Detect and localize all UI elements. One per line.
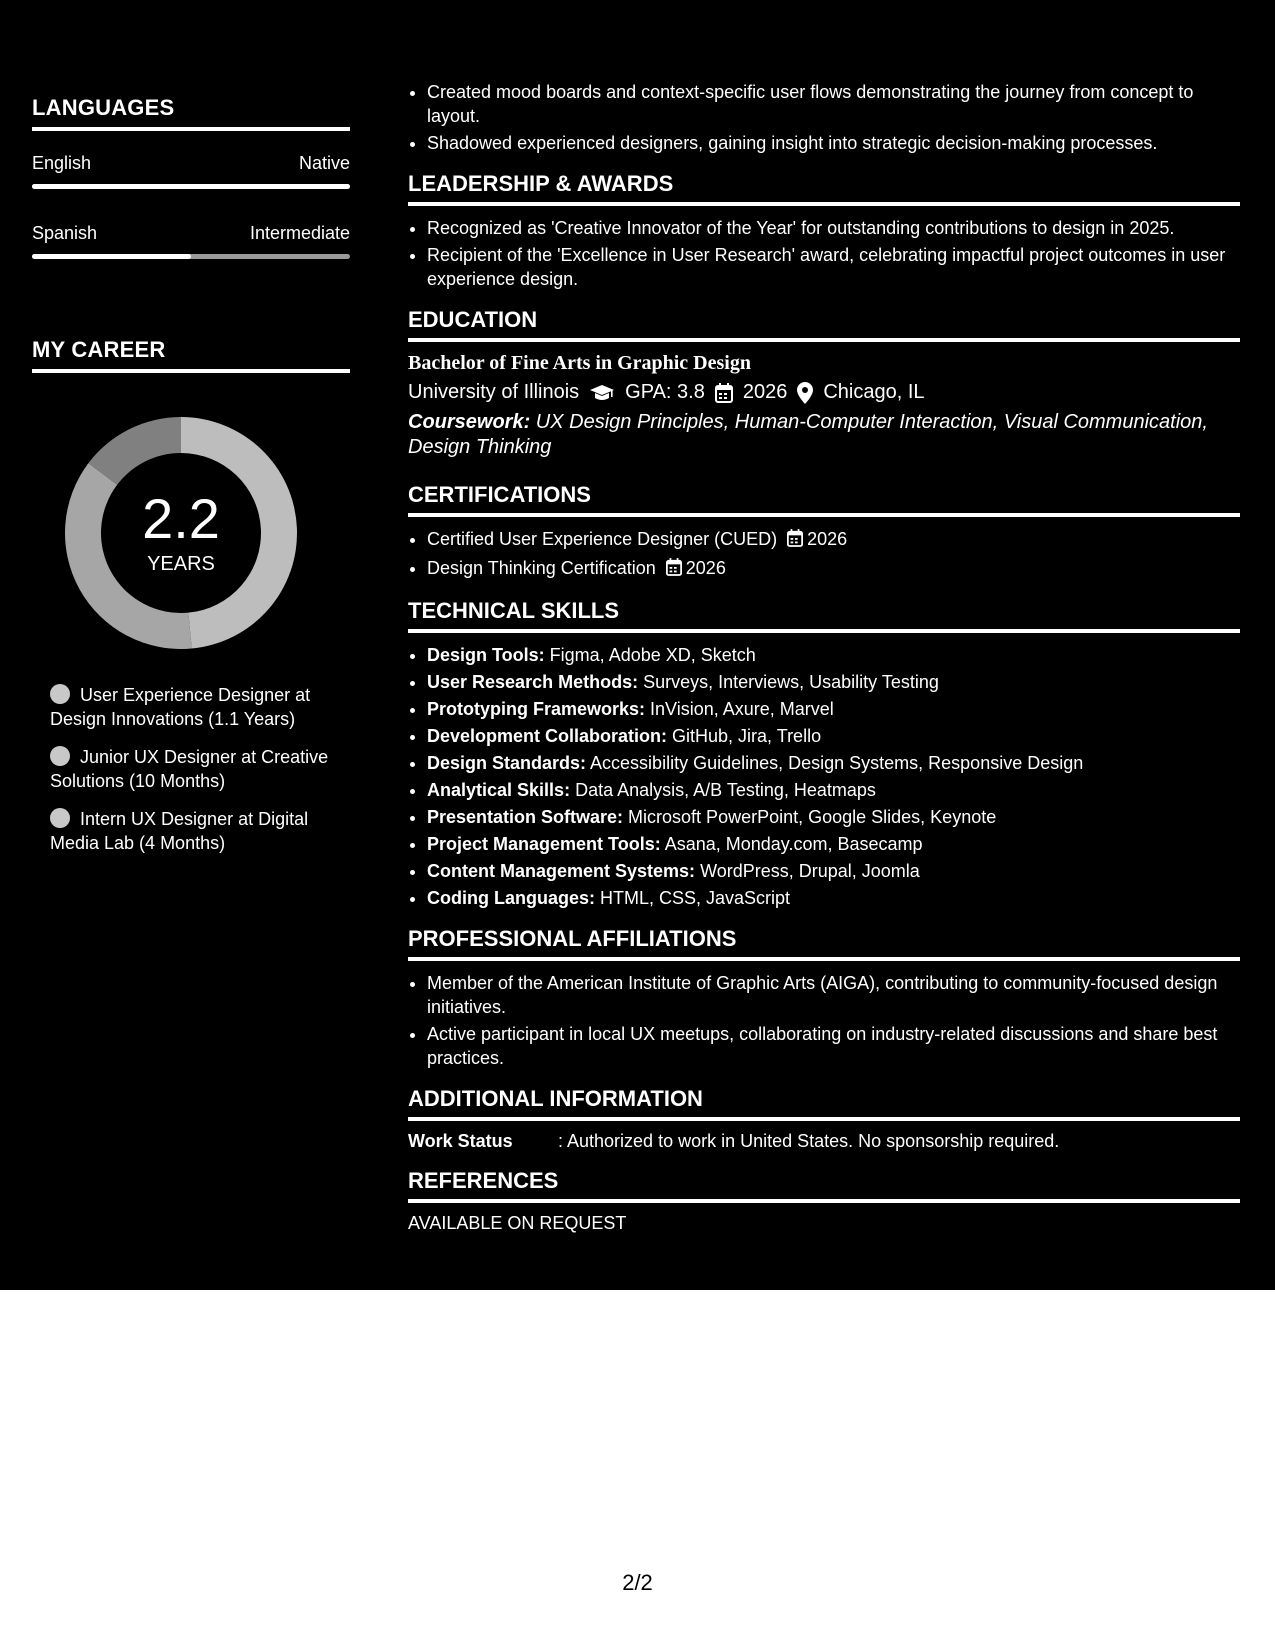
list-item [427, 832, 1240, 856]
calendar-icon [666, 558, 682, 582]
certification-year: 2026 [685, 558, 726, 578]
skill-value: HTML, CSS, JavaScript [595, 888, 791, 908]
list-item [427, 778, 1240, 802]
skill-label: Design Tools: [427, 645, 545, 665]
list-item: • Recognized as 'Creative Innovator of the Year' for outstanding contributions to design in 2025. [427, 216, 1240, 240]
language-row [32, 153, 350, 174]
skills-heading: TECHNICAL SKILLS [408, 598, 1240, 633]
list-item: • Member of the American Institute of Graphic Arts (AIGA), contributing to community-focused design initiatives. [427, 971, 1240, 1019]
languages-heading: LANGUAGES [32, 95, 350, 131]
work-status-value: : Authorized to work in United States. No sponsorship required. [558, 1131, 1060, 1151]
language-proficiency-fill [32, 254, 191, 259]
certifications-list [408, 527, 1240, 582]
skill-value: Data Analysis, A/B Testing, Heatmaps [570, 780, 876, 800]
education-year: 2026 [742, 381, 788, 403]
career-donut-center [65, 417, 297, 649]
coursework-label: Coursework: [408, 411, 531, 433]
skill-label: Analytical Skills: [427, 780, 571, 800]
affiliations-heading: PROFESSIONAL AFFILIATIONS [408, 926, 1240, 961]
education-heading: EDUCATION [408, 307, 1240, 342]
certification-name: Design Thinking Certification [427, 558, 656, 578]
career-item-text: Junior UX Designer at Creative Solutions (10 Months) [50, 747, 329, 791]
list-item: • Active participant in local UX meetups, collaborating on industry-related discussions and share best practices. [427, 1022, 1240, 1070]
certifications-heading: CERTIFICATIONS [408, 482, 1240, 517]
career-heading: MY CAREER [32, 337, 350, 373]
list-item [427, 697, 1240, 721]
skill-value: Figma, Adobe XD, Sketch [544, 645, 756, 665]
list-item [427, 670, 1240, 694]
skill-label: Presentation Software: [427, 807, 624, 827]
list-item [427, 556, 1240, 582]
main-content [408, 80, 1240, 1234]
career-bullet-dot [50, 684, 70, 704]
list-item [50, 683, 340, 731]
language-level: Native [298, 153, 350, 173]
skills-list [408, 643, 1240, 910]
location-pin-icon [797, 382, 813, 404]
skill-value: Surveys, Interviews, Usability Testing [638, 672, 939, 692]
work-status-label: Work Status [408, 1131, 513, 1151]
list-item [427, 859, 1240, 883]
skill-label: Coding Languages: [427, 888, 595, 908]
experience-bullets [408, 80, 1240, 155]
certification-year: 2026 [807, 529, 848, 549]
skill-value: Asana, Monday.com, Basecamp [660, 834, 923, 854]
references-heading: REFERENCES [408, 1168, 1240, 1203]
education-school: University of Illinois [408, 381, 580, 403]
list-item: • Shadowed experienced designers, gaining insight into strategic decision-making processes. [427, 131, 1240, 155]
leadership-heading: LEADERSHIP & AWARDS [408, 171, 1240, 206]
career-item-text: User Experience Designer at Design Innovations (1.1 Years) [50, 685, 311, 729]
calendar-icon [715, 383, 733, 403]
list-item [427, 886, 1240, 910]
skill-value: GitHub, Jira, Trello [667, 726, 822, 746]
language-item-english [32, 153, 350, 189]
career-donut-chart [65, 417, 297, 649]
affiliations-list [408, 971, 1240, 1070]
sidebar-content [32, 95, 350, 869]
skill-value: InVision, Axure, Marvel [645, 699, 834, 719]
list-item [427, 805, 1240, 829]
education-degree: Bachelor of Fine Arts in Graphic Design [408, 352, 751, 374]
education-location: Chicago, IL [823, 381, 925, 403]
language-proficiency-fill [32, 184, 350, 189]
education-gpa: GPA: 3.8 [625, 381, 705, 403]
page-number: 2/2 [622, 1570, 653, 1595]
list-item [50, 745, 340, 793]
language-name: Spanish [32, 223, 98, 243]
leadership-list [408, 216, 1240, 291]
additional-info-heading: ADDITIONAL INFORMATION [408, 1086, 1240, 1121]
calendar-icon [787, 529, 803, 553]
references-value: AVAILABLE ON REQUEST [408, 1213, 627, 1233]
career-list [50, 683, 340, 855]
language-row [32, 223, 350, 244]
career-bullet-dot [50, 746, 70, 766]
skill-value: Accessibility Guidelines, Design Systems, Responsive Design [586, 753, 1084, 773]
list-item [427, 724, 1240, 748]
language-proficiency-bar [32, 254, 350, 259]
skill-label: Development Collaboration: [427, 726, 668, 746]
coursework-value: UX Design Principles, Human-Computer Interaction, Visual Communication, Design Thinking [408, 411, 1208, 458]
language-name: English [32, 153, 92, 173]
sidebar [0, 0, 382, 1290]
skill-value: WordPress, Drupal, Joomla [695, 861, 920, 881]
career-item-text: Intern UX Designer at Digital Media Lab (4 Months) [50, 809, 309, 853]
language-level: Intermediate [249, 223, 350, 243]
list-item [50, 807, 340, 855]
skill-label: Prototyping Frameworks: [427, 699, 646, 719]
skill-label: Content Management Systems: [427, 861, 696, 881]
work-status-row [408, 1131, 1240, 1152]
list-item: • Created mood boards and context-specific user flows demonstrating the journey from concept to layout. [427, 80, 1240, 128]
certification-name: Certified User Experience Designer (CUED) [427, 529, 778, 549]
skill-label: Project Management Tools: [427, 834, 661, 854]
list-item [427, 527, 1240, 553]
skill-label: Design Standards: [427, 753, 587, 773]
skill-label: User Research Methods: [427, 672, 639, 692]
career-bullet-dot [50, 808, 70, 828]
graduation-cap-icon [589, 384, 615, 402]
career-section [32, 337, 350, 855]
career-total-years: 2.2 [142, 486, 220, 550]
education-meta [408, 381, 1240, 404]
language-proficiency-bar [32, 184, 350, 189]
education-coursework [408, 410, 1240, 460]
list-item [427, 643, 1240, 667]
language-item-spanish [32, 223, 350, 259]
career-total-unit: YEARS [147, 552, 215, 575]
list-item [427, 751, 1240, 775]
skill-value: Microsoft PowerPoint, Google Slides, Keynote [623, 807, 997, 827]
list-item: • Recipient of the 'Excellence in User Research' award, celebrating impactful project outcomes in user experience design. [427, 243, 1240, 291]
